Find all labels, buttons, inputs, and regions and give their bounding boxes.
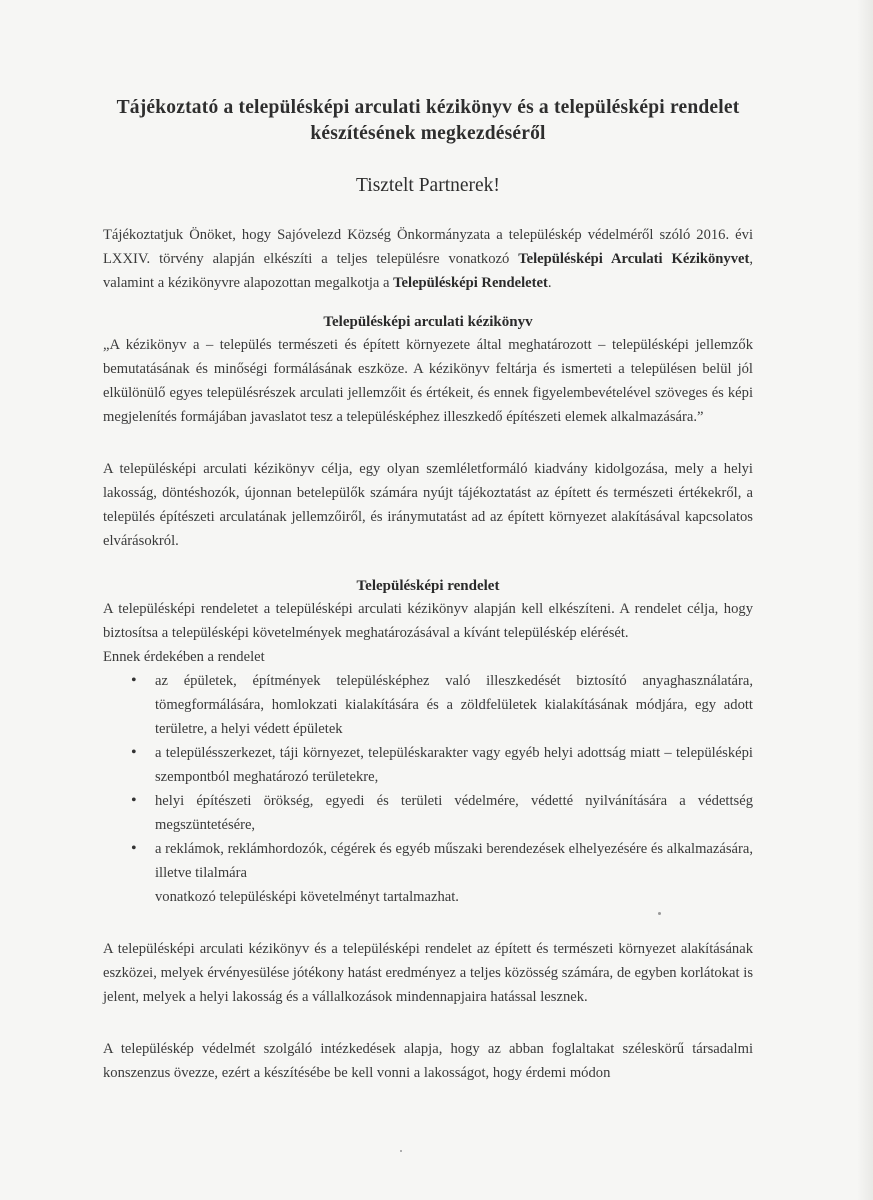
consensus-paragraph: A településkép védelmét szolgáló intézkedések alapja, hogy az abban foglaltakat széleskörű társadalmi konszenzus övezze, ezért a készítésébe be kell vonni a lakosságot, hogy érdemi módon [103,1041,753,1081]
greeting: Tisztelt Partnerek! [356,175,500,196]
kezikonyv-purpose: A településképi arculati kézikönyv célja, egy olyan szemléletformáló kiadvány kidolgozása, mely a helyi lakosság, döntéshozók, újonnan betelepülők számára nyújt tájékoztatást az épített és természeti értékekről, a település építészeti arculatának jellemzőiről, és iránymutatást ad az épített környezet alakításával kapcsolatos elvárásokról. [103,461,753,549]
list-item: • helyi építészeti örökség, egyedi és területi védelmére, védetté nyilvánítására a védettség megszüntetésére, [155,789,753,837]
intro-paragraph [103,223,753,295]
list-item: • a településszerkezet, táji környezet, településkarakter vagy egyéb helyi adottság miatt – településképi szempontból meghatározó területekre, [155,741,753,789]
title-line-2: készítésének megkezdéséről [310,123,546,144]
spacer [103,909,753,937]
rendelet-closing: vonatkozó településképi követelményt tartalmazhat. [155,889,459,905]
intro-bold-1: Településképi Arculati Kézikönyvet [518,251,750,267]
spacer [103,429,753,457]
intro-text-2: , valamint a kézikönyvre alapozottan megalkotja a [103,251,753,291]
rendelet-intro: A településképi rendeletet a településképi arculati kézikönyv alapján kell elkészíteni. A rendelet célja, hogy biztosítsa a településképi követelmények meghatározásával a kívánt településkép elérését. [103,601,753,641]
rendelet-list [103,669,753,885]
title-line-1: Tájékoztató a településképi arculati kézikönyv és a településképi rendelet [116,97,740,118]
list-item: • az épületek, építmények településképhez való illeszkedését biztosító anyaghasználatára, tömegformálására, homlokzati kialakítására és a zöldfelületek kialakításának módjára, egy adott területre, a helyi védett épületek [155,669,753,741]
rendelet-lead: Ennek érdekében a rendelet [103,649,265,665]
paper-edge-shadow [857,0,873,1200]
scan-speck [400,1150,402,1152]
tools-paragraph: A településképi arculati kézikönyv és a településképi rendelet az épített és természeti környezet alakításának eszközei, melyek érvényesülése jótékony hatást eredményez a teljes közösség számára, de egyben korlátokat is jelent, melyek a helyi lakosság és a vállalkozások mindennapjaira hatással lesznek. [103,941,753,1005]
spacer [103,1009,753,1037]
section-heading-kezikonyv: Településképi arculati kézikönyv [323,314,533,330]
intro-bold-2: Településképi Rendeletet [393,275,548,291]
list-item: • a reklámok, reklámhordozók, cégérek és egyéb műszaki berendezések elhelyezésére és alkalmazására, illetve tilalmára [155,837,753,885]
intro-text-1: Tájékoztatjuk Önöket, hogy Sajóvelezd Község Önkormányzata a településkép védelméről szóló 2016. évi LXXIV. törvény alapján elkészíti a teljes településre vonatkozó [103,227,753,267]
intro-text-3: . [547,275,552,291]
section-heading-rendelet: Településképi rendelet [356,578,500,594]
scan-speck [658,912,661,915]
document-title [103,95,753,147]
kezikonyv-quote: „A kézikönyv a – település természeti és épített környezete által meghatározott – településképi jellemzők bemutatásának és minőségi formálásának eszköze. A kézikönyv feltárja és ismerteti a településen belül jól elkülönülő egyes településrészek arculati jellemzőit és értékeit, és ennek figyelembevételével szöveges és képi megjelenítés formájában javaslatot tesz a településképhez illeszkedő építészeti elemek alkalmazására.” [103,337,753,425]
